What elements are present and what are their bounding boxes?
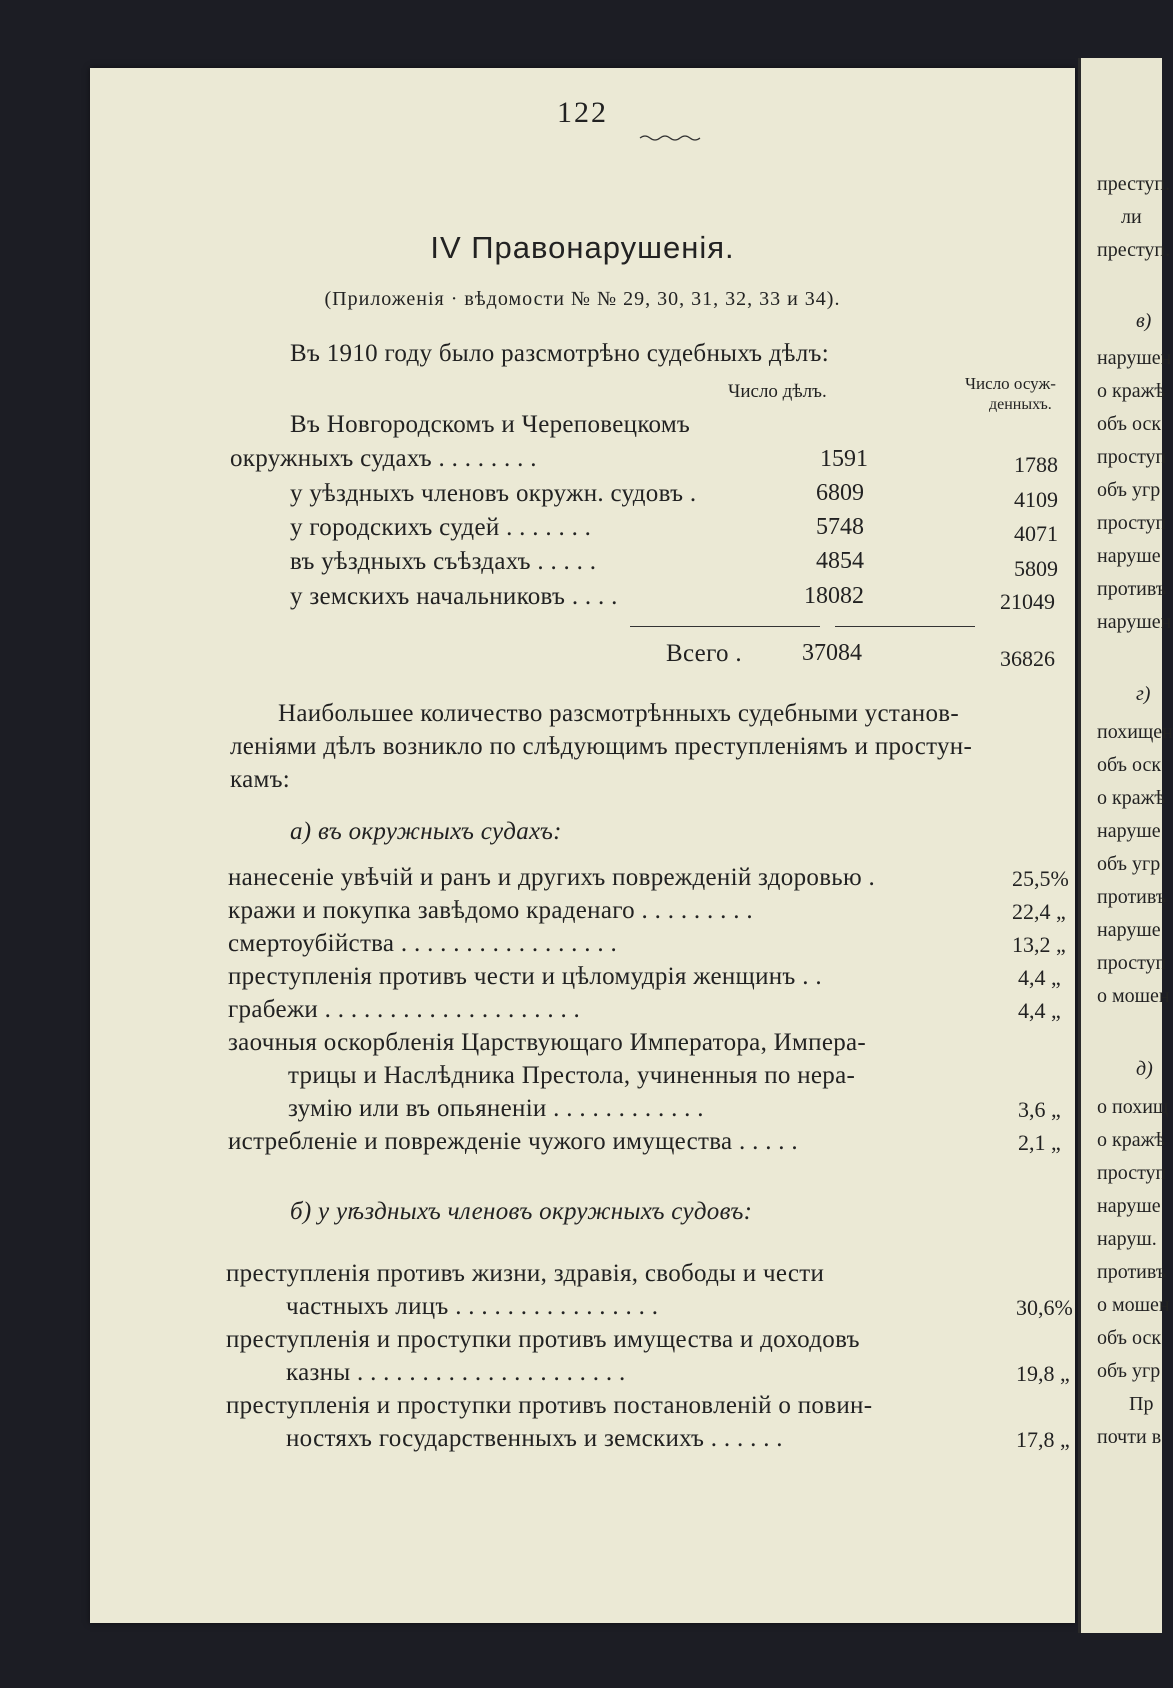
list-item: преступленія и проступки противъ имущества и доходовъ [226, 1326, 860, 1353]
table-row-cases: 18082 [804, 583, 864, 609]
facing-page-text: д) [1136, 1058, 1153, 1080]
paragraph-line: Наибольшее количество разсмотрѣнныхъ судебными установ- [278, 700, 960, 727]
list-item: смертоубійства . . . . . . . . . . . . . . . . . [228, 930, 618, 957]
table-row-convicted: 4071 [1014, 521, 1058, 546]
table-row-cases: 5748 [816, 514, 864, 540]
list-item: истребленіе и поврежденіе чужого имущества . . . . . [228, 1128, 798, 1155]
list-item-value: 4,4 „ [1018, 965, 1061, 990]
facing-page-text: о кражѣ [1097, 787, 1166, 809]
column-header-convicted-2: денныхъ. [989, 396, 1052, 413]
facing-page-text: ли [1121, 206, 1142, 228]
sum-rule [835, 626, 975, 627]
facing-page-text: о мошен [1097, 985, 1170, 1007]
facing-page-text: наруше [1097, 1195, 1161, 1217]
list-item: кражи и покупка завѣдомо краденаго . . . . . . . . . [228, 897, 753, 924]
list-item-value: 25,5% [1012, 866, 1069, 891]
facing-page-text: похищен [1097, 721, 1173, 743]
facing-page-text: Пр [1129, 1393, 1154, 1415]
facing-page-text: объ угр [1097, 1360, 1161, 1382]
list-item-value: 17,8 „ [1016, 1427, 1070, 1452]
table-row-convicted: 4109 [1014, 487, 1058, 512]
sum-rule [630, 626, 820, 627]
table-row-cases: 4854 [816, 548, 864, 574]
page-number-ornament [640, 134, 700, 142]
facing-page-text: наруше [1097, 919, 1161, 941]
facing-page-text: проступ [1097, 512, 1167, 534]
facing-page-text: противъ [1097, 1261, 1167, 1283]
table-row-convicted: 21049 [1000, 589, 1055, 614]
facing-page-text: г) [1136, 683, 1151, 705]
table-row-convicted: 1788 [1014, 452, 1058, 477]
section-a-heading: а) въ окружныхъ судахъ: [290, 818, 562, 845]
facing-page-text: наруше [1097, 820, 1161, 842]
facing-page-text: о похищ [1097, 1096, 1169, 1118]
column-header-cases: Число дѣлъ. [728, 381, 827, 402]
facing-page-text: нарушен [1097, 347, 1172, 369]
list-item-value: 19,8 „ [1016, 1361, 1070, 1386]
facing-page-text: противъ [1097, 578, 1167, 600]
list-item-continuation: ностяхъ государственныхъ и земскихъ . . . . . . [286, 1425, 783, 1452]
table-row-label: у городскихъ судей . . . . . . . [290, 514, 592, 541]
table-row-label: у уѣздныхъ членовъ окружн. судовъ . [290, 480, 697, 507]
paragraph-line: камъ: [230, 766, 291, 793]
list-item-continuation: частныхъ лицъ . . . . . . . . . . . . . . . . [286, 1293, 659, 1320]
facing-page-text: преступ. [1097, 239, 1171, 261]
section-title: IV Правонарушенія. [430, 230, 735, 265]
facing-page-text: в) [1136, 310, 1152, 332]
facing-page-text: проступ [1097, 1162, 1167, 1184]
table-row-header: Въ Новгородскомъ и Череповецкомъ [290, 411, 691, 438]
table-row-label: окружныхъ судахъ . . . . . . . . [230, 445, 537, 472]
facing-page-text: проступ [1097, 952, 1167, 974]
facing-page-text: нарушен [1097, 611, 1172, 633]
list-item: заочныя оскорбленія Царствующаго Императора, Импера- [228, 1029, 867, 1056]
list-item-value: 2,1 „ [1018, 1130, 1061, 1155]
facing-page-text: почти в [1097, 1426, 1162, 1448]
list-item: преступленія противъ чести и цѣломудрія женщинъ . . [228, 963, 822, 990]
book-page [90, 68, 1075, 1623]
facing-page-text: проступ [1097, 446, 1167, 468]
intro-line: Въ 1910 году было разсмотрѣно судебныхъ дѣлъ: [290, 340, 829, 367]
facing-page-text: наруше [1097, 545, 1161, 567]
total-convicted: 36826 [1000, 646, 1055, 671]
column-header-convicted-1: Число осуж- [965, 374, 1056, 393]
list-item: грабежи . . . . . . . . . . . . . . . . . . . . [228, 996, 581, 1023]
section-b-heading: б) у уѣздныхъ членовъ окружныхъ судовъ: [290, 1198, 753, 1225]
list-item-value: 22,4 „ [1012, 899, 1066, 924]
page-number: 122 [557, 96, 608, 129]
list-item-continuation: казны . . . . . . . . . . . . . . . . . . . . . [286, 1359, 626, 1386]
list-item-continuation: зумію или въ опьяненіи . . . . . . . . . . . . [288, 1095, 704, 1122]
total-label: Всего . [666, 640, 742, 667]
facing-page-edge [1078, 58, 1173, 1633]
facing-page-text: о мошен [1097, 1294, 1170, 1316]
facing-page-text: противъ [1097, 886, 1167, 908]
table-row-label: въ уѣздныхъ съѣздахъ . . . . . [290, 548, 597, 575]
facing-page-text: объ оск [1097, 413, 1162, 435]
list-item-value: 30,6% [1016, 1295, 1073, 1320]
list-item-value: 3,6 „ [1018, 1097, 1061, 1122]
facing-page-text: наруш. [1097, 1228, 1157, 1250]
list-item-value: 4,4 „ [1018, 998, 1061, 1023]
facing-page-text: объ угр [1097, 479, 1161, 501]
total-cases: 37084 [802, 640, 862, 666]
list-item: нанесеніе увѣчій и ранъ и другихъ поврежденій здоровью . [228, 864, 876, 891]
table-row-label: у земскихъ начальниковъ . . . . [290, 583, 618, 610]
list-item: преступленія и проступки противъ постановленій о повин- [226, 1392, 873, 1419]
facing-page-text: объ оск [1097, 1327, 1162, 1349]
table-row-convicted: 5809 [1014, 556, 1058, 581]
table-row-cases: 6809 [816, 480, 864, 506]
section-subtitle: (Приложенія · вѣдомости № № 29, 30, 31, 32, 33 и 34). [324, 288, 841, 310]
list-item-continuation: трицы и Наслѣдника Престола, учиненныя по нера- [288, 1062, 856, 1089]
facing-page-text: объ оск [1097, 754, 1162, 776]
list-item-value: 13,2 „ [1012, 932, 1066, 957]
paragraph-line: леніями дѣлъ возникло по слѣдующимъ преступленіямъ и простун- [230, 733, 973, 760]
facing-page-text: о кражѣ [1097, 1129, 1166, 1151]
table-row-cases: 1591 [820, 446, 868, 472]
facing-page-text: объ угр [1097, 853, 1161, 875]
list-item: преступленія противъ жизни, здравія, свободы и чести [226, 1260, 825, 1287]
facing-page-text: преступ. [1097, 173, 1171, 195]
facing-page-text: о кражѣ [1097, 380, 1166, 402]
